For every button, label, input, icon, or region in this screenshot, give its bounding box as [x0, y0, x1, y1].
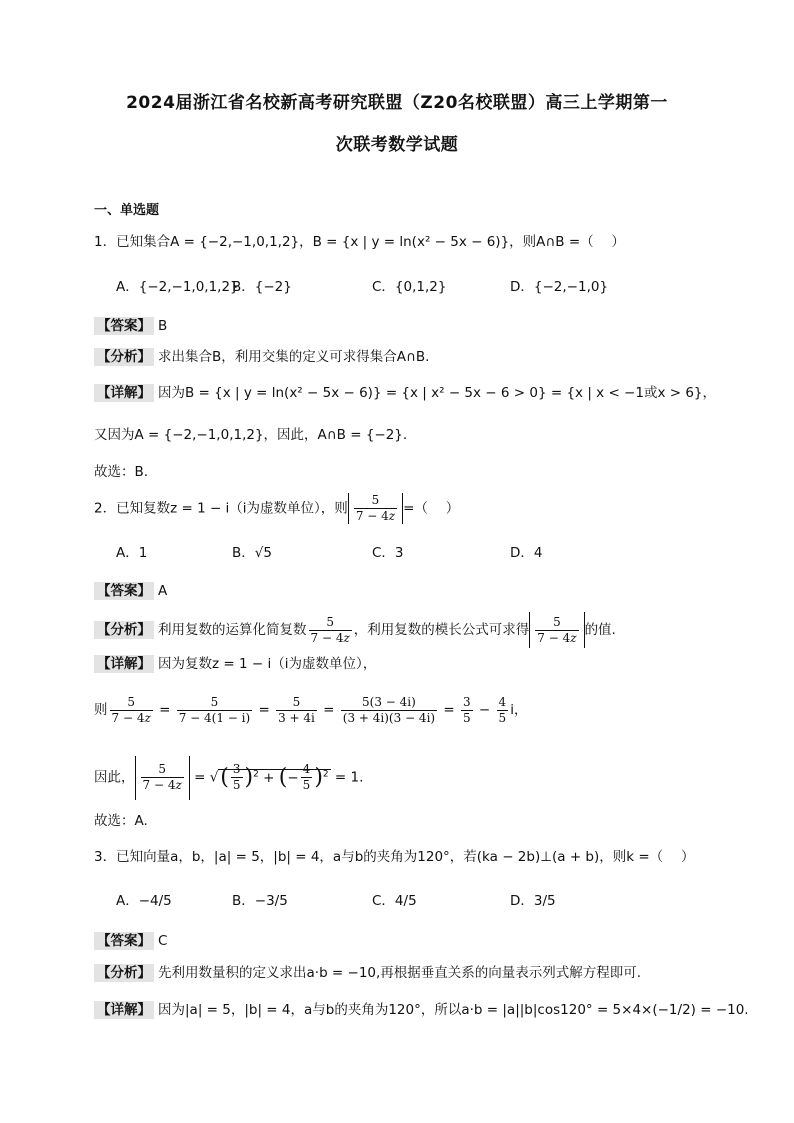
- q1-detail: 因为B = {x | y = ln(x² − 5x − 6)} = {x | x² − 5x − 6 > 0} = {x | x < −1或x > 6}，: [158, 385, 717, 401]
- q1-stem: 1．已知集合A = {−2,−1,0,1,2}，B = {x | y = ln(x² − 5x − 6)}，则A∩B =（ ）: [94, 234, 625, 250]
- q2-detail: 因为复数z = 1 − i（i为虚数单位），: [158, 656, 377, 672]
- q3-answer-line: [94, 931, 167, 951]
- answer-tag: 【答案】: [94, 932, 154, 950]
- q1-detail-line: [94, 383, 716, 403]
- q2-option-d: D．4: [510, 545, 543, 561]
- q1-analysis-line: [94, 347, 429, 367]
- q2-modulus-expression: $\frac{5}{7 - 4z}$: [348, 493, 403, 524]
- q3-option-a: A．−4/5: [116, 893, 172, 909]
- q2-analysis-a: 利用复数的运算化简复数: [158, 622, 307, 638]
- q2-option-a: A．1: [116, 545, 148, 561]
- q2-analysis-b: ，利用复数的模长公式可求得: [353, 622, 530, 638]
- analysis-tag: 【分析】: [94, 964, 154, 982]
- q2-detail-line: [94, 654, 376, 674]
- q1-answer-line: [94, 316, 167, 336]
- q1-option-d: D．{−2,−1,0}: [510, 279, 609, 295]
- q3-option-b: B．−3/5: [232, 893, 288, 909]
- q1-option-b: B．{−2}: [232, 279, 292, 295]
- doc-title-line1: 2024届浙江省名校新高考研究联盟（Z20名校联盟）高三上学期第一: [126, 93, 668, 113]
- answer-tag: 【答案】: [94, 317, 154, 335]
- q2-analysis-c: 的值.: [584, 622, 616, 638]
- detail-tag: 【详解】: [94, 1001, 154, 1019]
- analysis-tag: 【分析】: [94, 348, 154, 366]
- q2-answer-line: [94, 581, 167, 601]
- q3-detail-line: [94, 1000, 749, 1020]
- q1-analysis: 求出集合B，利用交集的定义可求得集合A∩B.: [158, 349, 430, 365]
- q3-option-c: C．4/5: [372, 893, 417, 909]
- q3-stem: 3．已知向量a，b，|a| = 5，|b| = 4，a与b的夹角为120°，若(ka − 2b)⊥(a + b)，则k =（ ）: [94, 849, 695, 865]
- q1-option-a: A．{−2,−1,0,1,2}: [116, 279, 239, 295]
- q2-calculation: 则 $\frac{5}{7 - 4z}$ = $\frac{5}{7 - 4(1 - i)}$ = $\frac{5}{3 + 4i}$ = $\frac{5(3 - 4i)}{(3 + 4i)(3 - 4i)}$ = $\frac{3}{5}$ − $\frac{4}{5}$ i，: [94, 694, 528, 725]
- analysis-tag: 【分析】: [94, 621, 154, 639]
- q3-option-d: D．3/5: [510, 893, 556, 909]
- q2-stem-text: 2．已知复数z = 1 − i（i为虚数单位），则: [94, 500, 348, 517]
- q1-answer: B: [158, 318, 168, 334]
- q2-analysis-line: [94, 612, 616, 648]
- q2-stem: [94, 493, 459, 524]
- q2-modulus: $\frac{5}{7 - 4z}$: [529, 612, 584, 648]
- q3-answer: C: [158, 933, 168, 949]
- q1-detail2: 又因为A = {−2,−1,0,1,2}，因此，A∩B = {−2}.: [94, 427, 408, 443]
- section-heading: 一、单选题: [94, 203, 160, 218]
- q2-option-c: C．3: [372, 545, 404, 561]
- q2-answer: A: [158, 583, 168, 599]
- q2-option-b: B．√5: [232, 545, 272, 561]
- q2-modulus-prefix: 因此，: [94, 769, 135, 786]
- q1-option-c: C．{0,1,2}: [372, 279, 447, 295]
- detail-tag: 【详解】: [94, 655, 154, 673]
- q3-analysis-line: [94, 963, 641, 983]
- q1-choice: 故选：B.: [94, 464, 149, 480]
- q2-calc-prefix: 则: [94, 702, 108, 718]
- q3-analysis: 先利用数量积的定义求出a·b = −10,再根据垂直关系的向量表示列式解方程即可.: [158, 965, 642, 981]
- q2-stem-end: =（ ）: [403, 500, 460, 517]
- answer-tag: 【答案】: [94, 582, 154, 600]
- q2-choice: 故选：A.: [94, 813, 148, 829]
- detail-tag: 【详解】: [94, 384, 154, 402]
- q3-detail: 因为|a| = 5，|b| = 4，a与b的夹角为120°，所以a·b = |a||b|cos120° = 5×4×(−1/2) = −10.: [158, 1002, 749, 1018]
- q2-modulus-calc: 因此， $\frac{5}{7 - 4z}$ = √( $\frac{3}{5}$ )$^2$ + (− $\frac{4}{5}$ )$^2$ = 1.: [94, 752, 363, 800]
- doc-title-line2: 次联考数学试题: [335, 135, 459, 155]
- q2-fraction: $\frac{5}{7 - 4z}$: [310, 614, 350, 645]
